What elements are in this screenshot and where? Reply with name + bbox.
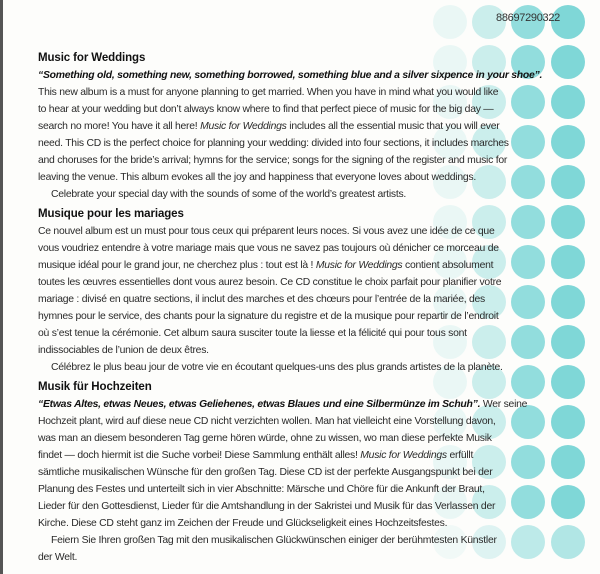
text-line bbox=[38, 169, 558, 186]
body-text: toutes les œuvres essentielles dont vous aurez besoin. Ce CD constitue le choix parfait pour planifier votre bbox=[38, 277, 502, 288]
body-text: Lieder für den Gottesdienst, Lieder für die Amtshandlung in der Sakristei und Musik für das Verlassen der bbox=[38, 501, 496, 512]
body-text: sämtliche musikalischen Wünsche für den großen Tag. Diese CD ist der perfekte Ausgangspunkt bei der bbox=[38, 467, 493, 478]
body-text: où s’est tenue la cérémonie. Cet album saura susciter toute la liesse et la félicité qui pour tous sont bbox=[38, 328, 467, 339]
text-line bbox=[38, 223, 558, 240]
text-line bbox=[38, 135, 558, 152]
body-text: search no more! You have it all here! bbox=[38, 121, 201, 132]
text-line bbox=[38, 308, 558, 325]
body-text: Celebrate your special day with the sounds of some of the world’s greatest artists. bbox=[51, 189, 407, 200]
body-text: need. This CD is the perfect choice for planning your wedding: divided into four sections, it includes marches bbox=[38, 138, 509, 149]
body-text: erfüllt bbox=[446, 450, 474, 461]
body-text: Ce nouvel album est un must pour tous ceux qui préparent leurs noces. Si vous avez une idée de ce que bbox=[38, 226, 495, 237]
booklet-text bbox=[38, 49, 558, 566]
text-line bbox=[38, 498, 558, 515]
text-line bbox=[38, 447, 558, 464]
body-text: contient absolument bbox=[402, 260, 494, 271]
body-text: der Welt. bbox=[38, 552, 78, 563]
text-line bbox=[38, 342, 558, 359]
body-text: Wer seine bbox=[480, 399, 528, 410]
body-text: This new album is a must for anyone planning to get married. When you have in mind what you would like bbox=[38, 87, 499, 98]
section-heading: Musique pour les mariages bbox=[38, 208, 184, 220]
body-text: leaving the venue. This album evokes all the joy and happiness that everyone loves about weddings. bbox=[38, 172, 476, 183]
text-line bbox=[38, 118, 558, 135]
section-heading: Musik für Hochzeiten bbox=[38, 381, 152, 393]
text-line bbox=[38, 291, 558, 308]
text-line bbox=[38, 274, 558, 291]
text-line bbox=[38, 359, 558, 376]
decorative-dot bbox=[433, 5, 467, 39]
body-text: musique idéal pour le grand jour, ne cherchez plus : tout est là ! bbox=[38, 260, 316, 271]
text-line bbox=[38, 152, 558, 169]
text-line bbox=[38, 396, 558, 413]
album-title-italic: Music for Weddings bbox=[315, 260, 403, 271]
quote-text: “Etwas Altes, etwas Neues, etwas Geliehenes, etwas Blaues und eine Silbermünze im Schuh”. bbox=[38, 399, 481, 410]
catalog-number: 88697290322 bbox=[496, 12, 560, 24]
body-text: and choruses for the bride’s arrival; hymns for the service; songs for the signing of the register and music for bbox=[38, 155, 508, 166]
text-line bbox=[38, 464, 558, 481]
body-text: findet — doch hiermit ist die Suche vorbei! Diese Sammlung enthält alles! bbox=[38, 450, 361, 461]
quote-text: “Something old, something new, something borrowed, something blue and a silver sixpence in your shoe”. bbox=[38, 70, 543, 81]
text-line bbox=[38, 549, 558, 566]
text-line bbox=[38, 430, 558, 447]
section-heading: Music for Weddings bbox=[38, 52, 146, 64]
body-text: Kirche. Diese CD steht ganz im Zeichen der Freude und Glückseligkeit eines Hochzeitsfestes. bbox=[38, 518, 448, 529]
text-line bbox=[38, 67, 558, 84]
body-text: Planung des Festes und unterteilt sich in vier Abschnitte: Märsche und Chöre für die Ankunft der Braut, bbox=[38, 484, 485, 495]
body-text: was man an diesem besonderen Tag gerne hören würde, ohne zu wissen, wo man diese perfekte Musik bbox=[38, 433, 492, 444]
body-text: indissociables de l’union de deux êtres. bbox=[38, 345, 209, 356]
body-text: Hochzeit plant, wird auf diese neue CD nicht verzichten wollen. Man hat vielleicht eine Vorstellung davon, bbox=[38, 416, 496, 427]
text-line bbox=[38, 515, 558, 532]
text-line bbox=[38, 186, 558, 203]
text-line bbox=[38, 101, 558, 118]
text-line bbox=[38, 532, 558, 549]
body-text: includes all the essential music that you will ever bbox=[286, 121, 500, 132]
text-line bbox=[38, 325, 558, 342]
text-line bbox=[38, 413, 558, 430]
body-text: to hear at your wedding but don’t always know where to find that perfect piece of music for the big day — bbox=[38, 104, 494, 115]
text-line bbox=[38, 257, 558, 274]
album-title-italic: Music for Weddings bbox=[360, 450, 447, 461]
body-text: Célébrez le plus beau jour de votre vie en écoutant quelques-uns des plus grands artistes de la planète. bbox=[51, 362, 503, 373]
text-line bbox=[38, 240, 558, 257]
text-line bbox=[38, 481, 558, 498]
text-line bbox=[38, 84, 558, 101]
body-text: vous voudriez entendre à votre mariage mais que vous ne savez pas toujours où dénicher ce morceau de bbox=[38, 243, 499, 254]
album-title-italic: Music for Weddings bbox=[200, 121, 287, 132]
body-text: hymnes pour le service, des chants pour la signature du registre et de la musique pour repartir de l’endroit bbox=[38, 311, 499, 322]
body-text: Feiern Sie Ihren großen Tag mit den musikalischen Glückwünschen einiger der berühmtesten Künstler bbox=[51, 535, 497, 546]
body-text: mariage : divisé en quatre sections, il inclut des marches et des chœurs pour l’entrée de la mariée, des bbox=[38, 294, 486, 305]
